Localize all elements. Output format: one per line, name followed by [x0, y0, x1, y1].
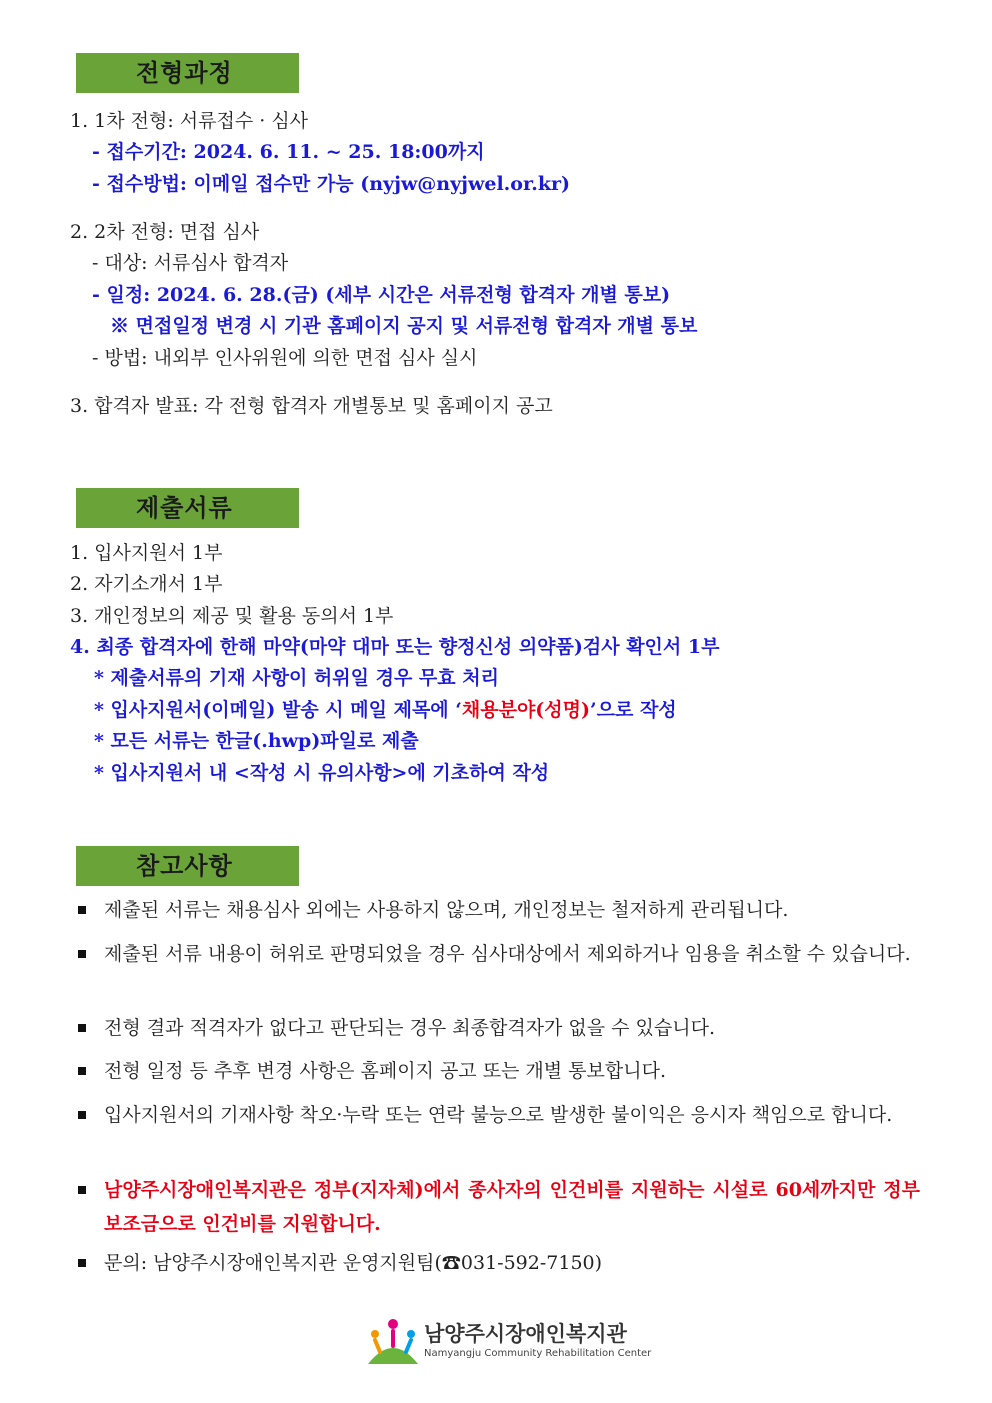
bullet-icon — [78, 1067, 86, 1075]
note-item-6: 남양주시장애인복지관은 정부(지자체)에서 종사자의 인건비를 지원하는 시설로 60세까지만 정부 보조금으로 인건비를 지원합니다. — [104, 1179, 920, 1235]
bullet-icon — [78, 1186, 86, 1194]
process-item-2: 2. 2차 전형: 면접 심사 — [70, 221, 260, 243]
document-item-1: 1. 입사지원서 1부 — [70, 542, 223, 564]
note-item-3: 전형 결과 적격자가 없다고 판단되는 경우 최종합격자가 없을 수 있습니다. — [104, 1017, 716, 1039]
note-item-1: 제출된 서류는 채용심사 외에는 사용하지 않으며, 개인정보는 철저하게 관리됩니다. — [104, 899, 789, 921]
logo-mark-icon — [366, 1318, 420, 1366]
email-note-after: ’으로 작성 — [590, 699, 677, 721]
note-item-2: 제출된 서류 내용이 허위로 판명되었을 경우 심사대상에서 제외하거나 임용을 취소할 수 있습니다. — [104, 943, 911, 965]
process-item-1: 1. 1차 전형: 서류접수 · 심사 — [70, 110, 309, 132]
bullet-icon — [78, 1259, 86, 1267]
note-item-5: 입사지원서의 기재사항 착오·누락 또는 연락 불능으로 발생한 불이익은 응시자 책임으로 합니다. — [104, 1104, 893, 1126]
document-note-email-subject — [94, 698, 677, 722]
section-header-documents: 제출서류 — [76, 488, 299, 528]
process-item-2-method: - 방법: 내외부 인사위원에 의한 면접 심사 실시 — [92, 347, 478, 369]
document-item-3: 3. 개인정보의 제공 및 활용 동의서 1부 — [70, 605, 394, 627]
document-note-false-info: * 제출서류의 기재 사항이 허위일 경우 무효 처리 — [94, 667, 499, 689]
section-header-notes: 참고사항 — [76, 846, 299, 886]
process-item-2-schedule: - 일정: 2024. 6. 28.(금) (세부 시간은 서류전형 합격자 개별 통보) — [92, 284, 671, 306]
email-note-red: 채용분야(성명) — [461, 699, 590, 721]
section-header-process: 전형과정 — [76, 53, 299, 93]
note-item-4: 전형 일정 등 추후 변경 사항은 홈페이지 공고 또는 개별 통보합니다. — [104, 1060, 666, 1082]
document-note-guidelines: * 입사지원서 내 <작성 시 유의사항>에 기초하여 작성 — [94, 762, 550, 784]
process-item-2-notice: ※ 면접일정 변경 시 기관 홈페이지 공지 및 서류전형 합격자 개별 통보 — [110, 315, 698, 337]
process-item-2-target: - 대상: 서류심사 합격자 — [92, 252, 289, 274]
document-item-2: 2. 자기소개서 1부 — [70, 573, 223, 595]
organization-logo — [366, 1318, 652, 1366]
email-note-before: * 입사지원서(이메일) 발송 시 메일 제목에 ‘ — [94, 699, 462, 721]
document-item-4: 4. 최종 합격자에 한해 마약(마약 대마 또는 향정신성 의약품)검사 확인서 1부 — [70, 636, 720, 658]
process-item-1-method: - 접수방법: 이메일 접수만 가능 (nyjw@nyjwel.or.kr) — [92, 173, 571, 195]
process-item-1-period: - 접수기간: 2024. 6. 11. ~ 25. 18:00까지 — [92, 141, 485, 163]
logo-name-english: Namyangju Community Rehabilitation Center — [424, 1348, 652, 1359]
bullet-icon — [78, 950, 86, 958]
note-item-contact: 문의: 남양주시장애인복지관 운영지원팀(☎031-592-7150) — [104, 1252, 603, 1274]
logo-name-korean: 남양주시장애인복지관 — [424, 1322, 627, 1346]
bullet-icon — [78, 1111, 86, 1119]
bullet-icon — [78, 906, 86, 914]
process-item-3: 3. 합격자 발표: 각 전형 합격자 개별통보 및 홈페이지 공고 — [70, 395, 553, 417]
bullet-icon — [78, 1024, 86, 1032]
document-note-hwp: * 모든 서류는 한글(.hwp)파일로 제출 — [94, 730, 419, 752]
